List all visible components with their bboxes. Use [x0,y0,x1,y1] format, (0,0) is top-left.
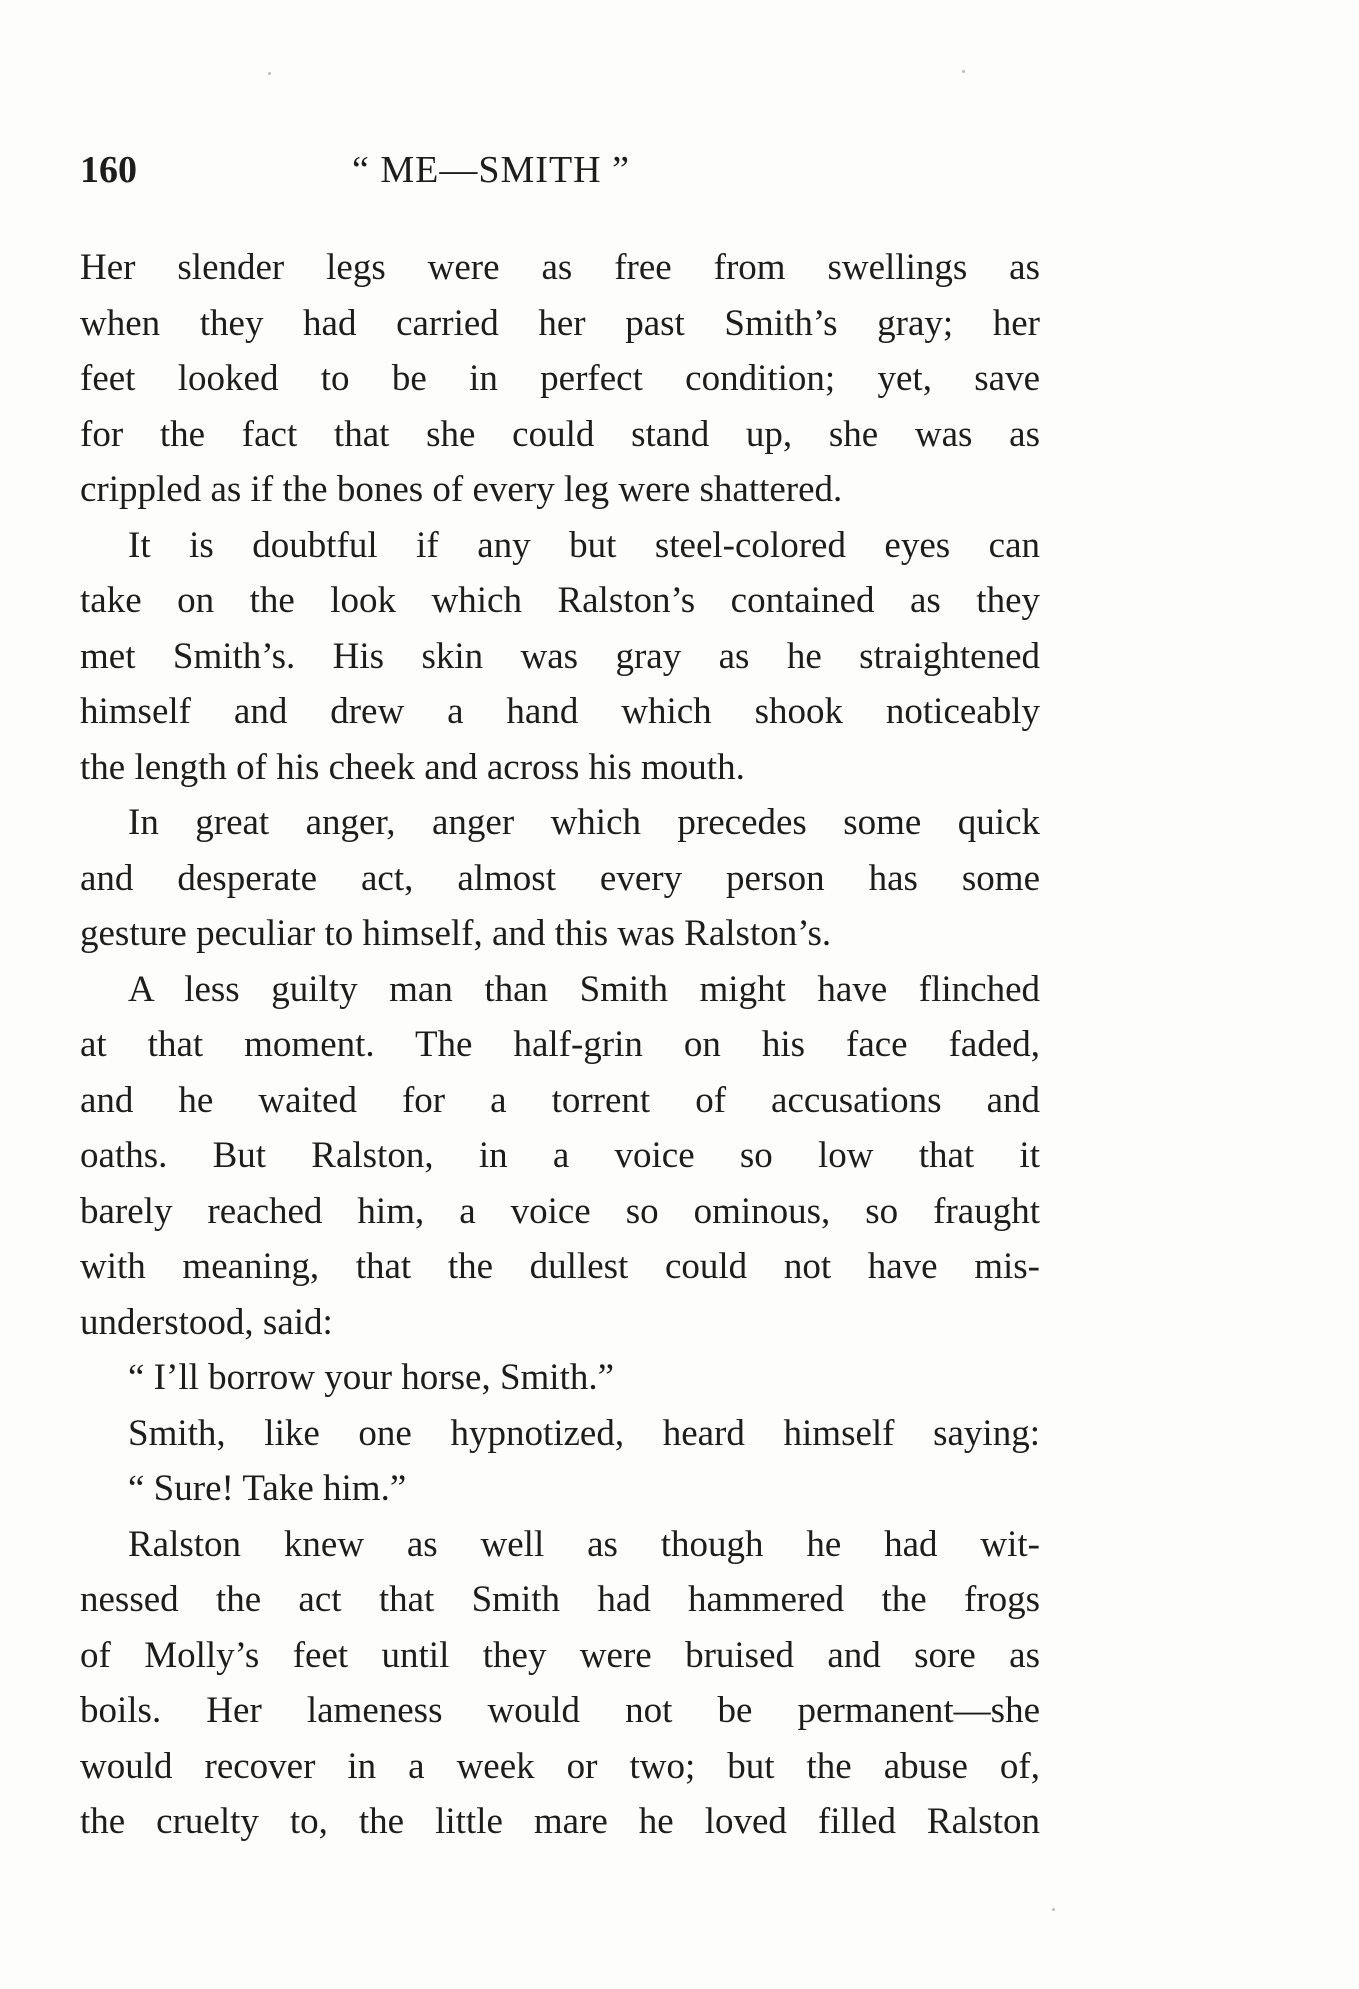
text-line: oaths. But Ralston, in a voice so low that it [80,1135,1040,1176]
paper-speck [268,72,271,75]
text-line: boils. Her lameness would not be permanent—she [80,1690,1040,1731]
text-line: barely reached him, a voice so ominous, so fraught [80,1190,1040,1232]
text-line: nessed the act that Smith had hammered the frogs [80,1579,1040,1620]
text-line: the length of his cheek and across his mouth. [80,746,745,788]
text-line: take on the look which Ralston’s contained as they [80,580,1040,621]
running-head [80,145,1060,195]
text-line: with meaning, that the dullest could not have mis- [80,1246,1040,1287]
text-line: would recover in a week or two; but the abuse of, [80,1745,1040,1787]
text-line: In great anger, anger which precedes some quick [128,802,1040,843]
text-line: understood, said: [80,1301,333,1343]
text-line: Smith, like one hypnotized, heard himself saying: [128,1412,1040,1454]
running-head-title: “ ME—SMITH ” [352,149,630,191]
page-number: 160 [80,149,137,191]
text-line: of Molly’s feet until they were bruised and sore as [80,1634,1040,1676]
text-line: “ Sure! Take him.” [128,1468,407,1509]
text-line: Her slender legs were as free from swellings as [80,247,1040,288]
text-line: It is doubtful if any but steel-colored eyes can [128,524,1040,566]
text-line: met Smith’s. His skin was gray as he straightened [80,635,1040,677]
text-line: “ I’ll borrow your horse, Smith.” [128,1357,615,1398]
text-line: gesture peculiar to himself, and this was Ralston’s. [80,913,832,954]
text-line: himself and drew a hand which shook noticeably [80,691,1040,732]
text-line: for the fact that she could stand up, she was as [80,413,1040,455]
text-line: crippled as if the bones of every leg were shattered. [80,469,843,510]
body-text [80,240,1040,1850]
paper-speck [962,70,965,73]
text-line: at that moment. The half-grin on his face faded, [80,1024,1040,1065]
text-line: A less guilty man than Smith might have flinched [128,968,1040,1010]
text-line: feet looked to be in perfect condition; yet, save [80,358,1040,399]
text-line: and he waited for a torrent of accusations and [80,1079,1040,1121]
text-line: when they had carried her past Smith’s gray; her [80,302,1040,344]
text-line: and desperate act, almost every person has some [80,857,1040,899]
paper-speck [1052,1908,1055,1911]
text-line: Ralston knew as well as though he had wit- [128,1523,1040,1565]
text-line: the cruelty to, the little mare he loved filled Ralston [80,1801,1040,1842]
